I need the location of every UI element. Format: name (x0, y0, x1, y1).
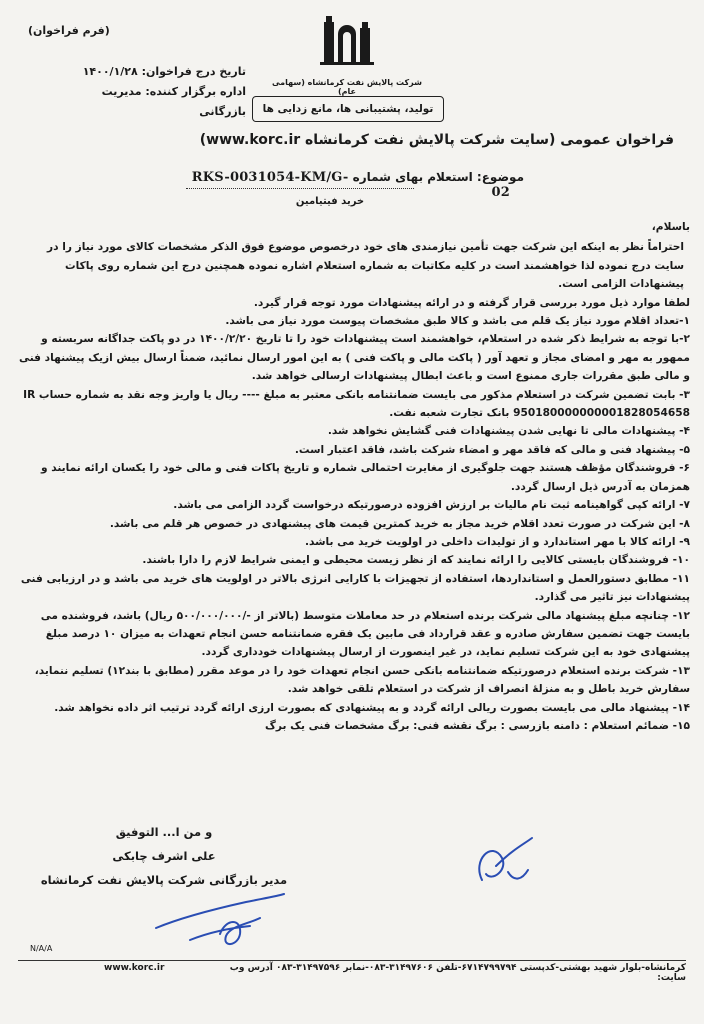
clause-15: ۱۵- ضمائم استعلام : دامنه بازرسی : برگ نقشه فنی: برگ مشخصات فنی یک برگ (265, 719, 690, 732)
clause-7: ۷- ارائه کپی گواهینامه ثبت نام مالیات بر ارزش افزوده درصورتیکه درخواست گردد الزامی می باشد. (173, 499, 690, 512)
clause-13: ۱۳- شرکت برنده استعلام درصورتیکه ضمانتنامه بانکی حسن انجام تعهدات خود را در موعد مقرر (مطابق با بند۱۲) تسلیم ننماید، سفارش خرید باطل و به منزلهٔ انصراف از شرکت در استعلام تلقی خواهد شد. (34, 664, 690, 696)
page-title: فراخوان عمومی (سایت شرکت پالایش نفت کرمانشاه www.korc.ir) (199, 132, 674, 148)
inquiry-number: RKS-0031054-KM/G-02 (191, 170, 510, 200)
document-meta (56, 62, 246, 122)
clause-9: ۹- ارائه کالا با مهر استاندارد و از تولیدات داخلی در اولویت خرید می باشد. (304, 535, 690, 548)
signatory-position: مدیر بازرگانی شرکت پالایش نفت کرمانشاه (40, 873, 288, 887)
footer-address: کرمانشاه-بلوار شهید بهشتی-کدپستی ۶۷۱۴۷۹۹۷۹۴-تلفن ۳۱۴۹۷۶۰۶-۰۸۳-نمابر ۳۱۴۹۷۵۹۶-۰۸۳ آدرس وب سایت: (229, 963, 686, 983)
company-name: شرکت پالایش نفت کرمانشاه (سهامی عام) (272, 78, 422, 96)
subject-underline (186, 188, 414, 189)
clause-8: ۸- این شرکت در صورت تعدد اقلام خرید مجاز به خرید کمترین قیمت های پیشنهادی در خصوص هر قلم می باشد. (109, 517, 690, 530)
clause-14: ۱۴- پیشنهاد مالی می بایست بصورت ریالی ارائه گردد و به پیشنهادی که بصورت ارزی ارائه گردد ترتیب اثر داده نخواهد شد. (54, 701, 690, 714)
closing-phrase: و من ا... التوفیق (115, 825, 213, 839)
signature-block (14, 820, 314, 892)
organizer: اداره برگزار کننده: مدیریت بازرگانی (101, 85, 246, 118)
footer-website[interactable]: www.korc.ir (104, 963, 165, 973)
clause-5: ۵- پیشنهاد فنی و مالی که فاقد مهر و امضاء شرکت باشد، فاقد اعتبار است. (294, 443, 690, 456)
initials-mark-icon (462, 830, 542, 900)
products-box: تولید، پشتیبانی ها، مانع زدایی ها (252, 96, 444, 122)
clause-12: ۱۲- چنانچه مبلغ پیشنهاد مالی شرکت برنده استعلام در حد معاملات متوسط (بالاتر از -/۵۰۰/۰۰۰/۰۰۰ ریال) باشد، فروشنده می بایست جهت تضمین سفارش صادره و عقد قرارداد فی مابین یک فقره ضمانتنامه حسن انجام تعهدات به میزان ۱۰ درصد مبلغ پیشنهادی خود به این شرکت تسلیم نماید، در غیر اینصورت از ارسال پیشنهادات خودداری گردد. (40, 609, 690, 659)
clause-6: ۶- فروشندگان مؤظف هستند جهت جلوگیری از مغایرت احتمالی شماره و تاریخ پاکات فنی و مالی خود را یکسان ارائه نمایند و همزمان به آدرس ذیل ارسال گردد. (40, 462, 690, 493)
intro-note: لطفا موارد ذیل مورد بررسی قرار گرفته و در ارائه پیشنهادات مورد توجه قرار گیرد. (253, 296, 690, 309)
clause-10: ۱۰- فروشندگان بایستی کالایی را ارائه نمایند که از نظر زیست محیطی و ایمنی شرایط لازم را دارا باشند. (142, 554, 690, 567)
intro-paragraph: احتراماً نظر به اینکه این شرکت جهت تأمین نیازمندی های خود درخصوص موضوع فوق الذکر مشخصات کالای مورد نیاز را در سایت درج نموده لذا خواهشمند است در کلیه مکاتبات به شماره استعلام اشاره نموده همچنین درج این شماره روی پاکات پیشنهادات الزامی است. (47, 241, 684, 291)
footer-divider (18, 960, 686, 961)
reference-code: N/A/A (30, 944, 53, 953)
subject-item: خرید فیتیامین (295, 196, 365, 207)
document-body (14, 218, 690, 735)
clause-11: ۱۱- مطابق دستورالعمل و استانداردها، استفاده از تجهیزات با کارایی انرژی بالاتر در اولویت های خرید می باشد و در ارزیابی فنی پیشنهادات نیز تاثیر می گذارد. (20, 572, 690, 604)
clause-4: ۴- پیشنهادات مالی تا نهایی شدن پیشنهادات فنی گشایش نخواهد شد. (327, 425, 690, 438)
clause-3: ۳- بابت تضمین شرکت در استعلام مذکور می بایست ضمانتنامه بانکی معتبر به مبلغ ---- ریال یا واریز وجه نقد به شماره حساب IR 950180000000001828054658 بانک تجارت شعبه نفت. (23, 388, 690, 420)
greeting: باسلام، (651, 221, 690, 233)
signatory-name: علی اشرف چابکی (112, 849, 216, 863)
publish-date: تاریخ درج فراخوان: ۱۴۰۰/۱/۲۸ (82, 65, 246, 78)
subject-label: موضوع: استعلام بهای شماره (352, 170, 524, 184)
signature-icon (150, 888, 290, 958)
form-label: (فرم فراخوان) (28, 24, 110, 37)
clause-2: ۲-با توجه به شرایط ذکر شده در استعلام، خواهشمند است پیشنهادات خود را تا تاریخ ۱۴۰۰/۲/۲۰ در دو پاکت جداگانه سربسته و ممهور به مهر و امضای مجاز و تعهد آور ( پاکت مالی و پاکت فنی ) به این امور ارسال نمائید، ضمناً ارسال بیش ازیک پیشنهاد فنی و مالی طبق مقررات جاری ممنوع است و باعث ابطال پیشنهادات ارسالی خواهد شد. (19, 333, 690, 383)
clause-1: ۱-تعداد اقلام مورد نیاز یک قلم می باشد و کالا طبق مشخصات پیوست مورد نیاز می باشد. (225, 315, 690, 328)
company-logo-icon (318, 8, 376, 66)
